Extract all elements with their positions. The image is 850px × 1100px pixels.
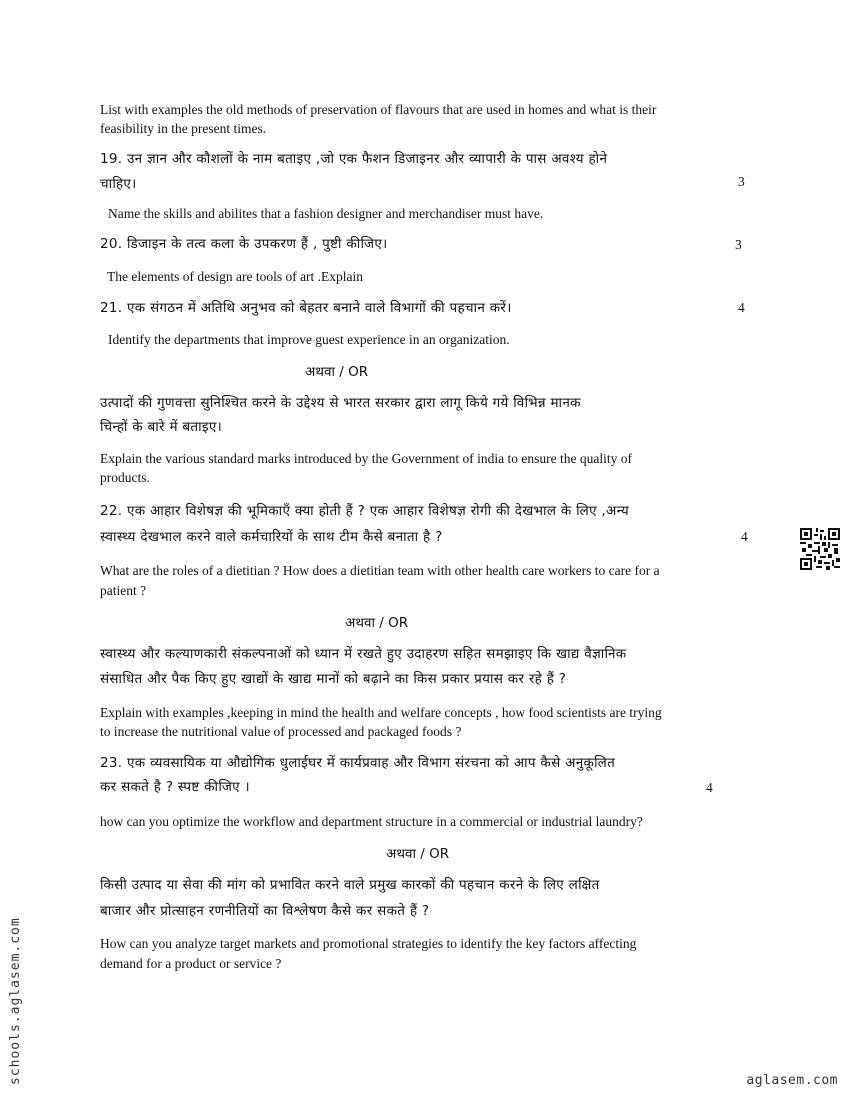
q23-hindi-line-2: कर सकते है ? स्पष्ट कीजिए ।	[100, 779, 250, 795]
side-watermark: schools.aglasem.com	[8, 917, 23, 1085]
qr-code-icon	[800, 528, 840, 570]
q22-hindi-line-2: स्वास्थ्य देखभाल करने वाले कर्मचारियों के साथ टीम कैसे बनाता है ?	[100, 529, 443, 545]
q22-english-line-1: What are the roles of a dietitian ? How does a dietitian team with other health care workers to care for a	[100, 563, 660, 578]
q19-hindi-line-2: चाहिए।	[100, 176, 137, 192]
q19-english: Name the skills and abilites that a fashion designer and merchandiser must have.	[108, 206, 544, 221]
q23-alt-english-line-2: demand for a product or service ?	[100, 956, 282, 971]
q23-alt-hindi-line-1: किसी उत्पाद या सेवा की मांग को प्रभावित करने वाले प्रमुख कारकों की पहचान करने के लिए लक्षित	[100, 877, 600, 893]
q23-alt-english-line-1: How can you analyze target markets and promotional strategies to identify the key factors affecting	[100, 936, 637, 951]
q20-english: The elements of design are tools of art .Explain	[107, 269, 364, 284]
q21-alt-english-line-1: Explain the various standard marks introduced by the Government of india to ensure the quality of	[100, 451, 632, 466]
q23-english: how can you optimize the workflow and department structure in a commercial or industrial laundry?	[100, 814, 643, 829]
q21-alt-english-line-2: products.	[100, 470, 150, 485]
q20-hindi: 20. डिजाइन के तत्व कला के उपकरण हैं , पुष्टी कीजिए।	[100, 236, 388, 252]
q23-marks: 4	[706, 780, 713, 795]
q21-alt-hindi-line-2: चिन्हों के बारे में बताइए।	[100, 419, 223, 435]
q21-or-separator: अथवा / OR	[305, 364, 369, 380]
q22-marks: 4	[741, 529, 748, 544]
q22-or-separator: अथवा / OR	[345, 615, 409, 631]
q19-hindi-line-1: 19. उन ज्ञान और कौशलों के नाम बताइए ,जो एक फैशन डिजाइनर और व्यापारी के पास अवश्य होने	[100, 151, 608, 167]
q19-marks: 3	[738, 174, 745, 189]
footer-watermark: aglasem.com	[746, 1073, 838, 1088]
q23-or-separator: अथवा / OR	[386, 846, 450, 862]
q20-marks: 3	[735, 237, 742, 252]
q22-hindi-line-1: 22. एक आहार विशेषज्ञ की भूमिकाएँ क्या होती हैं ? एक आहार विशेषज्ञ रोगी की देखभाल के लिए ,अन्य	[100, 503, 630, 519]
q22-alt-english-line-2: to increase the nutritional value of processed and packaged foods ?	[100, 724, 462, 739]
q21-marks: 4	[738, 300, 745, 315]
intro-line-2: feasibility in the present times.	[100, 121, 267, 136]
q21-english: Identify the departments that improve guest experience in an organization.	[108, 332, 510, 347]
q21-hindi: 21. एक संगठन में अतिथि अनुभव को बेहतर बनाने वाले विभागों की पहचान करें।	[100, 300, 512, 316]
q21-alt-hindi-line-1: उत्पादों की गुणवत्ता सुनिश्चित करने के उद्देश्य से भारत सरकार द्वारा लागू किये गये विभिन्न मानक	[100, 395, 581, 411]
q22-english-line-2: patient ?	[100, 583, 147, 598]
intro-line-1: List with examples the old methods of preservation of flavours that are used in homes and what is their	[100, 102, 657, 117]
q22-alt-hindi-line-1: स्वास्थ्य और कल्याणकारी संकल्पनाओं को ध्यान में रखते हुए उदाहरण सहित समझाइए कि खाद्य वैज्ञानिक	[100, 646, 627, 662]
q23-alt-hindi-line-2: बाजार और प्रोत्साहन रणनीतियों का विश्लेषण कैसे कर सकते हैं ?	[100, 903, 430, 919]
q23-hindi-line-1: 23. एक व्यवसायिक या औद्योगिक धुलाईघर में कार्यप्रवाह और विभाग संरचना को आप कैसे अनुकूलित	[100, 755, 616, 771]
q22-alt-english-line-1: Explain with examples ,keeping in mind the health and welfare concepts , how food scientists are trying	[100, 705, 662, 720]
q22-alt-hindi-line-2: संसाधित और पैक किए हुए खाद्यों के खाद्य मानों को बढ़ाने का किस प्रकार प्रयास कर रहे हैं ?	[100, 671, 567, 687]
